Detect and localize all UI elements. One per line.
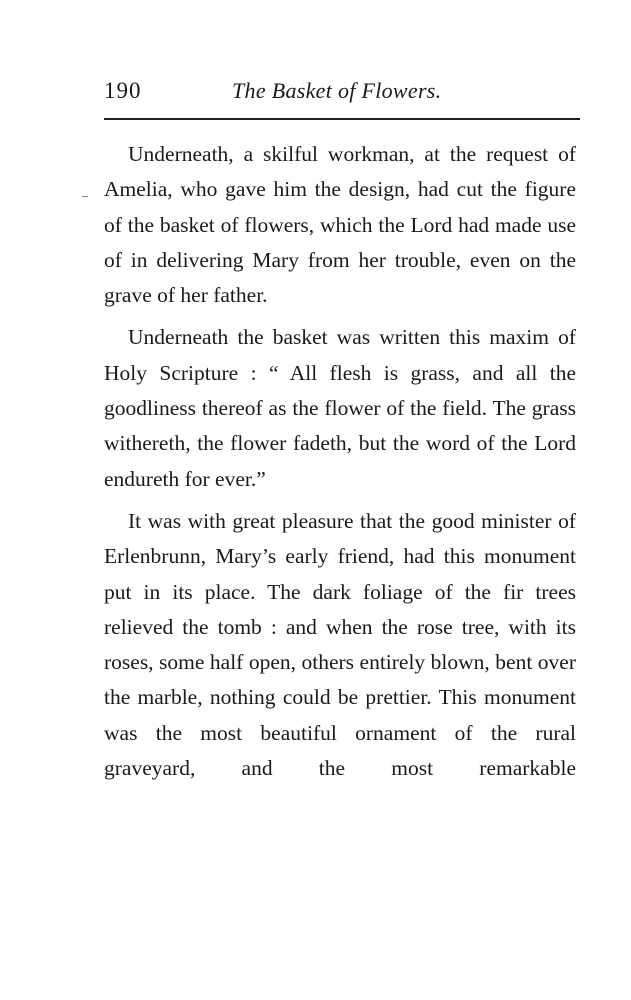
paragraph-3: It was with great pleasure that the good minister of Erlenbrunn, Mary’s early friend, had this monument put in its place. The dark foliage of the fir trees relieved the tomb : and when the rose tree, with its roses, some half open, others entirely blown, bent over the marble, nothing could be prettier. This monument was the most beautiful ornament of the rural graveyard, and the most remarkable bbox=[104, 508, 576, 781]
running-title: The Basket of Flowers. bbox=[232, 78, 442, 103]
page-speck bbox=[82, 196, 88, 197]
page-number: 190 bbox=[104, 78, 142, 103]
header-rule bbox=[104, 118, 580, 120]
running-head bbox=[104, 76, 580, 112]
body-text bbox=[104, 137, 576, 793]
paragraph-2: Underneath the basket was written this maxim of Holy Scripture : “ All flesh is grass, and all the goodliness thereof as the flower of the field. The grass withereth, the flower fadeth, but the word of the Lord endureth for ever.” bbox=[104, 325, 576, 491]
paragraph-1: Underneath, a skilful workman, at the request of Amelia, who gave him the design, had cut the figure of the basket of flowers, which the Lord had made use of in delivering Mary from her trouble, even on the grave of her father. bbox=[104, 142, 576, 308]
